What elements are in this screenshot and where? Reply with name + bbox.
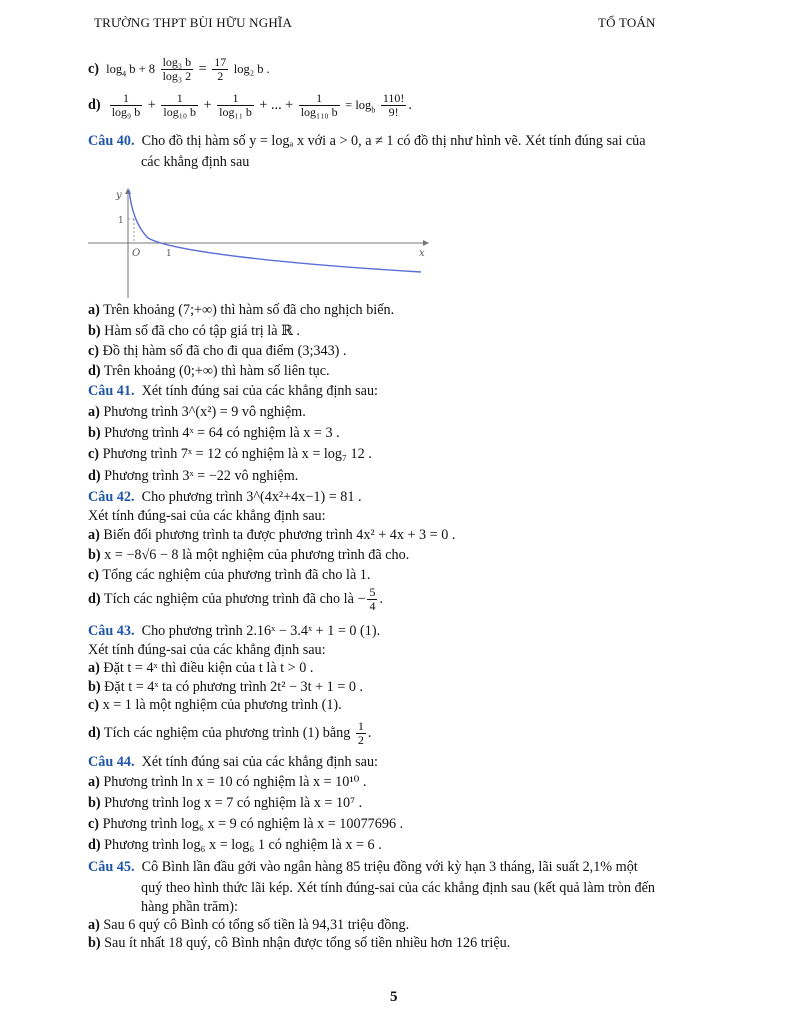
curve — [129, 190, 421, 272]
question-41: Câu 41. Xét tính đúng sai của các khẳng định sau: — [88, 383, 379, 399]
fraction: $\frac{110!}{9!}$ — [382, 91, 405, 119]
plus: + — [203, 96, 212, 113]
q41-item-c: c) Phương trình 7ˣ = 12 có nghiệm là x = log₇ 12 . — [88, 446, 372, 462]
q40-item-a: a) Trên khoảng (7;+∞) thì hàm số đã cho nghịch biến. — [88, 302, 395, 318]
header-dept: TỔ TOÁN — [598, 15, 656, 30]
x-label: x — [419, 248, 425, 259]
question-label: Câu 40. — [88, 133, 135, 149]
math-rhs: = $\log_b$ — [345, 97, 376, 115]
q43-item-b: b) Đặt t = 4ˣ ta có phương trình 2t² − 3t + 1 = 0 . — [88, 679, 364, 695]
item-label: d) — [88, 96, 101, 113]
fraction: $\frac{\text{log₃ b}}{\text{log₃ 2}}$ — [162, 55, 192, 83]
question-text-cont: các khẳng định sau — [141, 154, 250, 170]
header-school: TRƯỜNG THPT BÙI HỮU NGHĨA — [94, 15, 293, 30]
q44-item-c: c) Phương trình log₆ x = 9 có nghiệm là x = 10077696 . — [88, 816, 404, 832]
q44-item-a: a) Phương trình ln x = 10 có nghiệm là x = 10¹⁰ . — [88, 774, 367, 790]
math-log4: $\log_4 b + 8$ — [106, 61, 156, 79]
fraction: $\frac{1}{\text{log₁₁₀ b}}$ — [300, 91, 338, 119]
fraction: $\frac{1}{\text{log₁₀ b}}$ — [163, 91, 197, 119]
q42-item-d: d) Tích các nghiệm của phương trình đã cho là − $\frac{5}{4}$ . — [88, 585, 383, 613]
q40-item-c: c) Đồ thị hàm số đã cho đi qua điểm (3;343) . — [88, 343, 347, 359]
q42-text2: Xét tính đúng-sai của các khẳng định sau: — [88, 508, 326, 524]
y-axis-arrow — [125, 188, 131, 194]
q43-text2: Xét tính đúng-sai của các khẳng định sau: — [88, 642, 326, 658]
plus: + — [147, 96, 156, 113]
fraction: $\frac{1}{\text{log₉ b}}$ — [111, 91, 141, 119]
question-text-cont: quý theo hình thức lãi kép. Xét tính đúng-sai của các khẳng định sau (kết quả làm tròn đến — [141, 880, 655, 896]
y-label: y — [116, 190, 122, 201]
question-text-cont: hàng phần trăm): — [141, 899, 238, 915]
fraction: $\frac{1}{2}$ — [357, 719, 364, 747]
q45-item-a: a) Sau 6 quý cô Bình có tổng số tiền là 94,31 triệu đồng. — [88, 917, 410, 933]
q41-item-a: a) Phương trình 3^(x²) = 9 vô nghiệm. — [88, 404, 306, 420]
x-axis-arrow — [423, 240, 429, 246]
q43-item-c: c) x = 1 là một nghiệm của phương trình (1). — [88, 697, 342, 713]
item-c-top — [88, 56, 270, 83]
question-40 — [88, 132, 646, 150]
question-44: Câu 44. Xét tính đúng sai của các khẳng định sau: — [88, 754, 379, 770]
q43-item-a: a) Đặt t = 4ˣ thì điều kiện của t là t > 0 . — [88, 660, 314, 676]
origin-label: O — [132, 248, 141, 259]
fraction: $\frac{1}{\text{log₁₁ b}}$ — [219, 91, 252, 119]
q42-item-b: b) x = −8√6 − 8 là một nghiệm của phương trình đã cho. — [88, 547, 410, 563]
question-43: Câu 43. Cho phương trình 2.16ˣ − 3.4ˣ + 1 = 0 (1). — [88, 623, 381, 639]
fraction: $\frac{5}{4}$ — [369, 585, 376, 613]
q43-item-d: d) Tích các nghiệm của phương trình (1) bằng $\frac{1}{2}$ . — [88, 719, 372, 747]
page-number: 5 — [390, 989, 398, 1005]
q44-item-b: b) Phương trình log x = 7 có nghiệm là x = 10⁷ . — [88, 795, 363, 811]
dots: + ... + — [259, 96, 294, 113]
question-45: Câu 45. Cô Bình lần đầu gởi vào ngân hàng 85 triệu đồng với kỳ hạn 3 tháng, lãi suất 2,1% một — [88, 859, 638, 875]
item-d-top — [88, 92, 412, 119]
question-42: Câu 42. Cho phương trình 3^(4x²+4x−1) = 81 . — [88, 489, 362, 505]
log-function-graph — [88, 186, 433, 302]
tick-y: 1 — [118, 216, 124, 226]
q41-item-d: d) Phương trình 3ˣ = −22 vô nghiệm. — [88, 468, 299, 484]
item-label: c) — [88, 60, 100, 77]
question-text: Cho đồ thị hàm số y = logₐ x với a > 0, a ≠ 1 có đồ thị như hình vẽ. Xét tính đúng sai của — [141, 133, 646, 149]
equals: = — [198, 60, 207, 77]
q40-item-b: b) Hàm số đã cho có tập giá trị là ℝ . — [88, 323, 300, 339]
q42-item-c: c) Tổng các nghiệm của phương trình đã cho là 1. — [88, 567, 371, 583]
math-tail: log₂ b . — [233, 61, 270, 76]
q42-item-a: a) Biến đổi phương trình ta được phương trình 4x² + 4x + 3 = 0 . — [88, 527, 456, 543]
tick-x: 1 — [166, 249, 172, 259]
q45-item-b: b) Sau ít nhất 18 quý, cô Bình nhận được tổng số tiền nhiều hơn 126 triệu. — [88, 935, 511, 951]
fraction: $\frac{17}{2}$ — [214, 55, 227, 83]
q44-item-d: d) Phương trình log₆ x = log₆ 1 có nghiệm là x = 6 . — [88, 837, 382, 853]
period: . — [408, 96, 412, 113]
q41-item-b: b) Phương trình 4ˣ = 64 có nghiệm là x = 3 . — [88, 425, 340, 441]
q40-item-d: d) Trên khoảng (0;+∞) thì hàm số liên tục. — [88, 363, 330, 379]
